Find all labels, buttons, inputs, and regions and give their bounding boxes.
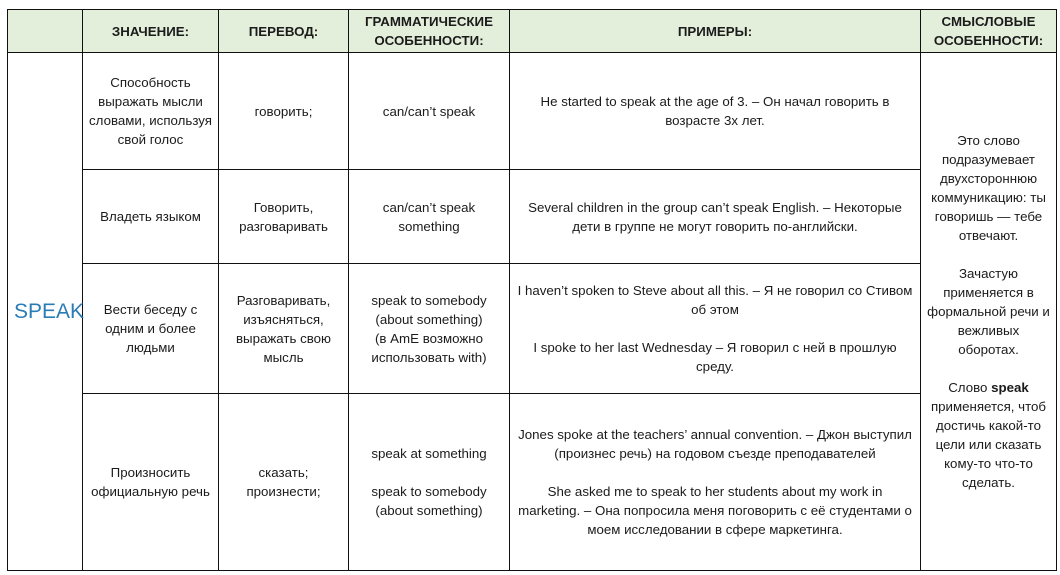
header-translation: ПЕРЕВОД: [219,10,349,53]
meaning-cell: Произносить официальную речь [83,394,219,571]
header-word-cell [8,10,83,53]
header-grammar: ГРАММАТИЧЕСКИЕ ОСОБЕННОСТИ: [349,10,510,53]
header-examples: ПРИМЕРЫ: [510,10,921,53]
semantic-note: Зачастую применяется в формальной речи и вежливых оборотах. [927,266,1050,357]
translation-cell: Говорить, разговаривать [219,170,349,264]
header-meaning: ЗНАЧЕНИЕ: [83,10,219,53]
table-row [8,394,1057,571]
meaning-cell: Способность выражать мысли словами, используя свой голос [83,53,219,170]
examples-cell: I haven’t spoken to Steve about all this. – Я не говорил со Стивом об этом I spoke to her last Wednesday – Я говорил с ней в прошлую среду. [510,264,921,394]
grammar-cell: speak to somebody (about something) (в AmE возможно использовать with) [349,264,510,394]
table-row [8,53,1057,170]
grammar-cell: can/can’t speak something [349,170,510,264]
headword: SPEAK [8,53,83,571]
examples-cell: He started to speak at the age of 3. – Он начал говорить в возрасте 3х лет. [510,53,921,170]
examples-cell: Several children in the group can’t speak English. – Некоторые дети в группе не могут говорить по-английски. [510,170,921,264]
translation-cell: сказать; произнести; [219,394,349,571]
vocabulary-table [7,9,1057,571]
translation-cell: Разговаривать, изъясняться, выражать свою мысль [219,264,349,394]
grammar-cell: can/can’t speak [349,53,510,170]
translation-cell: говорить; [219,53,349,170]
semantic-note: Слово speak применяется, чтоб достичь какой-то цели или сказать кому-то что-то сделать. [930,380,1047,490]
meaning-cell: Владеть языком [83,170,219,264]
semantic-note: Это слово подразумевает двухстороннюю коммуникацию: ты говоришь — тебе отвечают. [931,133,1046,243]
header-semantic: СМЫСЛОВЫЕ ОСОБЕННОСТИ: [921,10,1057,53]
table-row [8,264,1057,394]
semantic-notes-cell [921,53,1057,571]
examples-cell: Jones spoke at the teachers’ annual convention. – Джон выступил (произнес речь) на годовом съезде преподавателей She asked me to speak to her students about my work in marketing. – Она попросила меня поговорить с её студентами о моем исследовании в сфере маркетинга. [510,394,921,571]
header-row [8,10,1057,53]
meaning-cell: Вести беседу с одним и более людьми [83,264,219,394]
grammar-cell: speak at something speak to somebody (about something) [349,394,510,571]
table-row [8,170,1057,264]
